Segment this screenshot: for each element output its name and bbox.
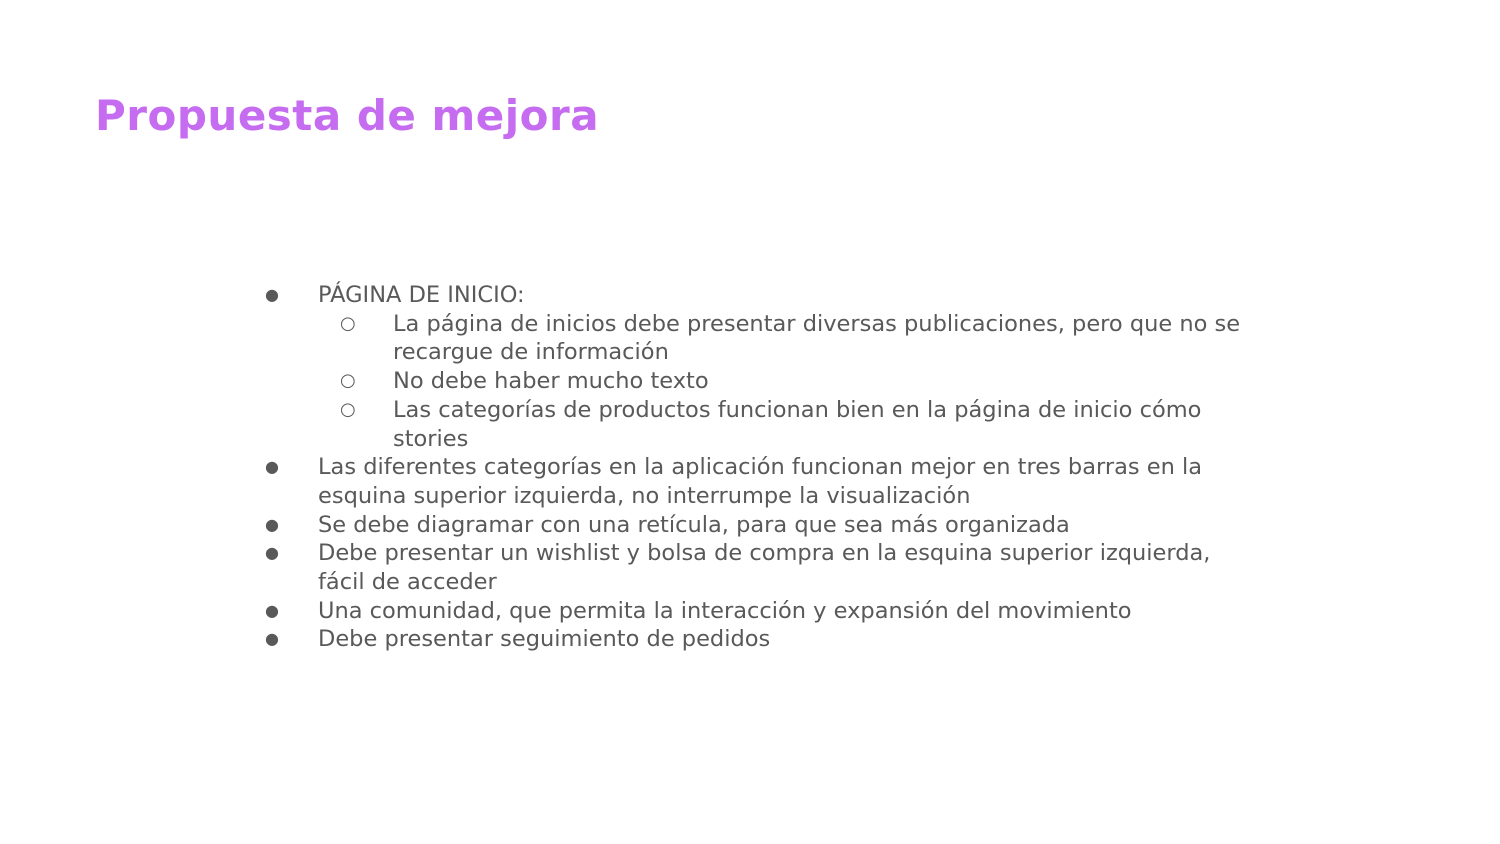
sub-bullet-marker-hollow: ○ [340,398,356,420]
bullet-item-wishlist [262,539,1252,596]
bullet-content [262,281,1252,654]
bullet-marker-filled: ● [265,457,279,477]
bullet-list [262,281,1252,654]
sub-bullet-text: La página de inicios debe presentar diversas publicaciones, pero que no se recargue de información [393,310,1241,366]
bullet-text: Las diferentes categorías en la aplicación funcionan mejor en tres barras en la esquina superior izquierda, no interrumpe la visualización [318,454,1203,509]
bullet-item-pagina-de-inicio [262,281,1252,310]
bullet-item-seguimiento [262,625,1252,654]
sub-bullet-text: Las categorías de productos funcionan bien en la página de inicio cómo stories [393,396,1202,452]
bullet-marker-filled: ● [265,629,279,649]
bullet-item-comunidad [262,597,1252,626]
slide-title: Propuesta de mejora [95,91,600,140]
sub-bullet-text: No debe haber mucho texto [393,368,709,395]
bullet-text: Una comunidad, que permita la interacción y expansión del movimiento [318,597,1132,624]
bullet-item-categorias-barras [262,453,1252,510]
bullet-text: PÁGINA DE INICIO: [318,282,525,308]
sub-bullet-item-categorias-stories [262,396,1252,453]
sub-bullet-item-texto [262,367,1252,396]
bullet-marker-filled: ● [265,514,279,534]
bullet-text: Debe presentar seguimiento de pedidos [318,626,771,653]
bullet-text: Se debe diagramar con una retícula, para que sea más organizada [318,511,1070,538]
sub-bullet-marker-hollow: ○ [340,370,356,392]
sub-bullet-item-publicaciones [262,310,1252,367]
bullet-marker-filled: ● [265,543,279,563]
sub-bullet-marker-hollow: ○ [340,312,356,334]
bullet-text: Debe presentar un wishlist y bolsa de compra en la esquina superior izquierda, fácil de acceder [318,540,1211,596]
bullet-marker-filled: ● [265,285,279,304]
bullet-marker-filled: ● [265,600,279,620]
bullet-item-reticula [262,511,1252,540]
